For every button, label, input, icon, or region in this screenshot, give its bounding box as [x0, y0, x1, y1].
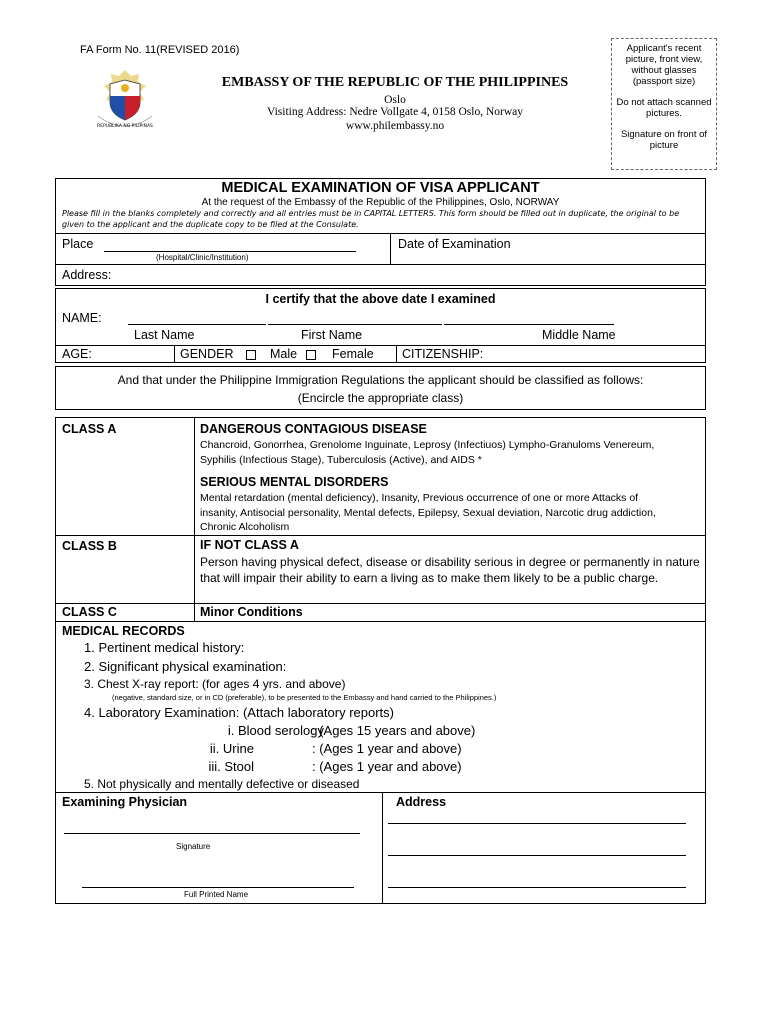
class-a-heading-1: DANGEROUS CONTAGIOUS DISEASE — [200, 422, 427, 436]
form-instructions: Please fill in the blanks completely and correctly and all entries must be in CAPITAL LETTERS. This form should be filled out in duplicate, the original to be given to the applicant and the duplicate copy to be filed at the Consulate. — [62, 209, 680, 229]
male-label: Male — [270, 347, 298, 361]
last-name-label: Last Name — [134, 328, 195, 342]
place-cell — [55, 233, 391, 265]
lab-urine: ii. Urine — [209, 741, 254, 756]
record-3: 3. Chest X-ray report: (for ages 4 yrs. and above) — [84, 677, 346, 691]
address-line-3[interactable] — [388, 873, 686, 888]
embassy-seal — [92, 66, 158, 132]
regulations-block — [55, 366, 706, 410]
last-name-field[interactable] — [128, 310, 266, 325]
lab-stool: iii. Stool — [208, 759, 254, 774]
embassy-city: Oslo — [384, 94, 406, 106]
embassy-title: EMBASSY OF THE REPUBLIC OF THE PHILIPPINES — [221, 75, 569, 90]
lab-urine-age: : (Ages 1 year and above) — [312, 741, 462, 756]
date-label: Date of Examination — [398, 237, 511, 251]
photo-signature-note: Signature on front of picture — [620, 129, 708, 151]
address-label: Address: — [62, 268, 112, 282]
signature-field[interactable] — [64, 819, 360, 834]
class-b-text: Person having physical defect, disease or disability serious in degree or permanently in nature that will impair their ability to earn a living as to make them likely to be a public charge. — [200, 555, 700, 585]
form-number: FA Form No. 11(REVISED 2016) — [80, 44, 240, 56]
female-label: Female — [332, 347, 374, 361]
class-a-text-1: Chancroid, Gonorrhea, Grenolome Inguinate, Leprosy (Infectiuos) Lympho-Granuloms Venereum, Syphilis (Infectious Stage), Tuberculosis (Active), and AIDS * — [200, 439, 655, 466]
title-block — [55, 178, 706, 234]
place-label: Place — [62, 237, 94, 251]
class-b-heading: IF NOT CLASS A — [200, 538, 299, 552]
photo-no-scan: Do not attach scanned pictures. — [616, 97, 712, 119]
lab-blood: i. Blood serology — [227, 723, 324, 738]
age-label: AGE: — [62, 347, 92, 361]
signature-block — [55, 792, 706, 904]
female-checkbox[interactable] — [306, 350, 316, 360]
class-c-heading: Minor Conditions — [200, 605, 303, 619]
address-heading: Address — [396, 795, 447, 809]
address-row[interactable] — [55, 264, 706, 286]
form-subtitle: At the request of the Embassy of the Republic of the Philippines, Oslo, NORWAY — [201, 197, 560, 208]
class-a-label[interactable]: CLASS A — [62, 422, 117, 436]
first-name-field[interactable] — [268, 310, 442, 325]
middle-name-field[interactable] — [444, 310, 614, 325]
name-label: NAME: — [62, 311, 102, 325]
classes-block — [55, 417, 706, 622]
records-title: MEDICAL RECORDS — [62, 624, 185, 638]
record-5: 5. Not physically and mentally defective or diseased — [84, 777, 360, 791]
address-line-1[interactable] — [388, 809, 686, 824]
certify-text: I certify that the above date I examined — [265, 292, 496, 306]
first-name-label: First Name — [301, 328, 363, 342]
embassy-website: www.philembassy.no — [345, 120, 445, 132]
encircle-text: (Encircle the appropriate class) — [297, 391, 464, 405]
class-a-text-2: Mental retardation (mental deficiency), Insanity, Previous occurrence of one or more Attacks of insanity, Antisocial personality, Mental defects, Epilepsy, Sexual deviation, Narcotic drug addiction, Chronic Alcoholism — [200, 492, 656, 533]
form-title: MEDICAL EXAMINATION OF VISA APPLICANT — [221, 180, 540, 196]
date-cell[interactable] — [391, 233, 706, 265]
gender-label: GENDER — [180, 347, 234, 361]
signature-label: Signature — [176, 842, 211, 851]
record-1: 1. Pertinent medical history: — [84, 640, 245, 655]
embassy-address: Visiting Address: Nedre Vollgate 4, 0158 Oslo, Norway — [266, 106, 523, 118]
lab-stool-age: : (Ages 1 year and above) — [312, 759, 462, 774]
medical-records-block — [55, 621, 706, 793]
certify-block — [55, 288, 706, 363]
photo-box — [611, 38, 717, 170]
regulations-text: And that under the Philippine Immigration Regulations the applicant should be classified as follows: — [117, 373, 644, 387]
citizenship-label: CITIZENSHIP: — [402, 347, 484, 361]
svg-text:REPUBLIKA NG PILIPINAS: REPUBLIKA NG PILIPINAS — [97, 124, 153, 129]
photo-instructions: Applicant's recent picture, front view, without glasses (passport size) — [625, 43, 703, 87]
class-a-heading-2: SERIOUS MENTAL DISORDERS — [200, 475, 389, 489]
place-field[interactable] — [104, 236, 356, 252]
middle-name-label: Middle Name — [542, 328, 616, 342]
lab-blood-age: : (Ages 15 years and above) — [312, 723, 476, 738]
place-sublabel: (Hospital/Clinic/Institution) — [156, 253, 249, 262]
male-checkbox[interactable] — [246, 350, 256, 360]
physician-label: Examining Physician — [62, 795, 188, 809]
address-line-2[interactable] — [388, 841, 686, 856]
printed-name-field[interactable] — [82, 873, 354, 888]
record-2: 2. Significant physical examination: — [84, 659, 287, 674]
class-b-label[interactable]: CLASS B — [62, 539, 117, 553]
printed-name-label: Full Printed Name — [184, 890, 249, 899]
record-4: 4. Laboratory Examination: (Attach laboratory reports) — [84, 705, 394, 720]
class-c-label[interactable]: CLASS C — [62, 605, 117, 619]
record-3-note: (negative, standard size, or in CD (preferable), to be presented to the Embassy and hand carried to the Philippines.) — [112, 693, 497, 702]
